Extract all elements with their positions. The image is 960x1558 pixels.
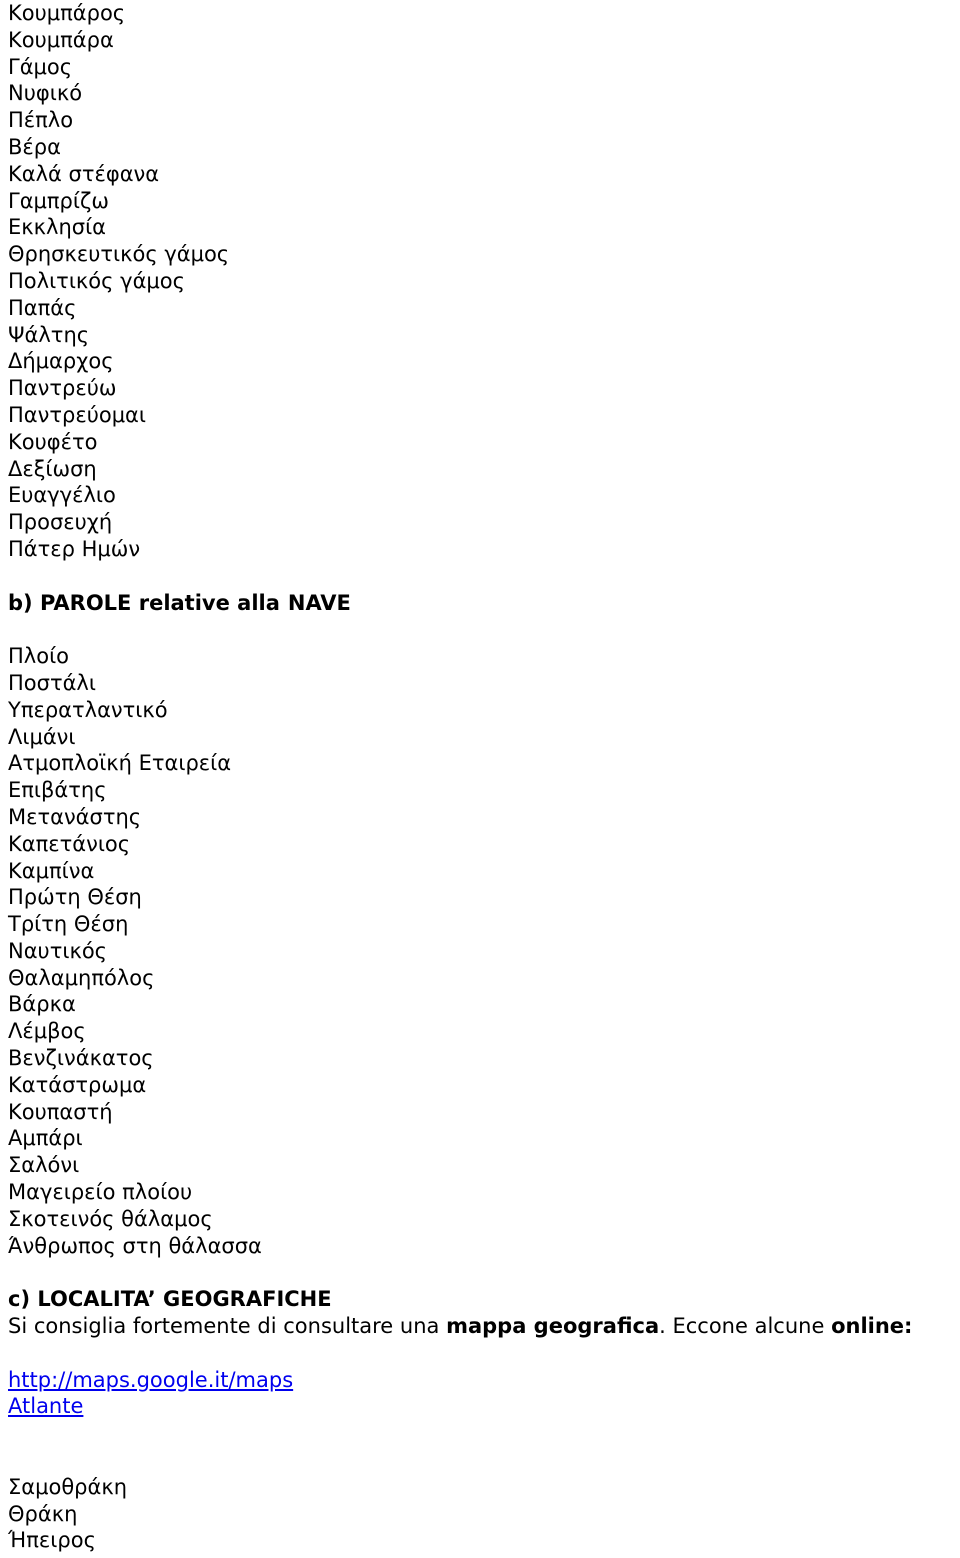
list-item: Δήμαρχος: [8, 349, 114, 374]
list-item: Σκοτεινός θάλαμος: [8, 1206, 213, 1231]
list-item: Προσευχή: [8, 510, 113, 535]
list-item: Καπετάνιος: [8, 831, 131, 856]
link-row: [8, 1393, 958, 1420]
list-item: Καλά στέφανα: [8, 161, 160, 186]
spacer: [8, 563, 958, 590]
list-item: Κουπαστή: [8, 1099, 113, 1124]
list-item: Γαμπρίζω: [8, 188, 109, 213]
spacer: [8, 616, 958, 643]
list-item: Βάρκα: [8, 992, 76, 1017]
list-item: Λέμβος: [8, 1019, 86, 1044]
places-word-list: [8, 1474, 958, 1554]
advice-emphasis: online:: [831, 1314, 913, 1339]
list-item: Πέπλο: [8, 108, 74, 133]
list-item: Παπάς: [8, 295, 77, 320]
advice-emphasis: mappa geografica: [446, 1314, 660, 1339]
google-maps-link[interactable]: http://maps.google.it/maps: [8, 1367, 294, 1392]
list-item: Κουμπάρος: [8, 1, 126, 25]
list-item: Καμπίνα: [8, 858, 95, 883]
spacer: [8, 1340, 958, 1367]
list-item: Επιβάτης: [8, 778, 107, 803]
list-item: Παντρεύομαι: [8, 402, 146, 427]
list-item: Ψάλτης: [8, 322, 90, 347]
list-item: Εκκλησία: [8, 215, 107, 240]
list-item: Ήπειρος: [8, 1528, 96, 1553]
list-item: Λιμάνι: [8, 724, 76, 749]
advice-text: Si consiglia fortemente di consultare una: [8, 1314, 447, 1339]
list-item: Άνθρωπος στη θάλασσα: [8, 1233, 262, 1258]
list-item: Βέρα: [8, 134, 61, 159]
list-item: Νυφικό: [8, 81, 83, 106]
list-item: Αμπάρι: [8, 1126, 83, 1151]
list-item: Θαλαμηπόλος: [8, 965, 155, 990]
list-item: Ποστάλι: [8, 670, 96, 695]
list-item: Δεξίωση: [8, 456, 97, 481]
section-heading-ship: [8, 590, 958, 617]
list-item: Θρησκευτικός γάμος: [8, 242, 230, 267]
list-item: Θράκη: [8, 1501, 78, 1526]
list-item: Βενζινάκατος: [8, 1046, 154, 1071]
ship-word-list: [8, 643, 958, 1259]
list-item: Πλοίο: [8, 644, 70, 669]
section-heading-geography: c) LOCALITA’ GEOGRAFICHE: [8, 1287, 332, 1312]
advice-text: . Eccone alcune: [659, 1314, 832, 1339]
atlas-link[interactable]: Atlante: [8, 1394, 84, 1419]
heading-text: b) PAROLE relative alla: [8, 590, 280, 615]
heading-keyword: NAVE: [287, 590, 351, 615]
list-item: Υπερατλαντικό: [8, 697, 168, 722]
list-item: Κουμπάρα: [8, 27, 114, 52]
list-item: Ναυτικός: [8, 938, 108, 963]
list-item: Σαμοθράκη: [8, 1474, 128, 1499]
spacer: [8, 1420, 958, 1474]
list-item: Μετανάστης: [8, 804, 142, 829]
list-item: Σαλόνι: [8, 1153, 80, 1178]
link-row: [8, 1367, 958, 1394]
list-item: Κατάστρωμα: [8, 1072, 147, 1097]
list-item: Ευαγγέλιο: [8, 483, 116, 508]
map-advice-text: [8, 1313, 958, 1340]
list-item: Πρώτη Θέση: [8, 885, 142, 910]
list-item: Παντρεύω: [8, 376, 117, 401]
wedding-word-list: [8, 0, 958, 563]
spacer: [8, 1259, 958, 1286]
list-item: Πάτερ Ημών: [8, 536, 141, 561]
document-body: [8, 0, 958, 1554]
list-item: Ατμοπλοϊκή Εταιρεία: [8, 751, 232, 776]
list-item: Γάμος: [8, 54, 73, 79]
list-item: Τρίτη Θέση: [8, 912, 129, 937]
list-item: Πολιτικός γάμος: [8, 268, 185, 293]
list-item: Μαγειρείο πλοίου: [8, 1180, 193, 1205]
list-item: Κουφέτο: [8, 429, 98, 454]
